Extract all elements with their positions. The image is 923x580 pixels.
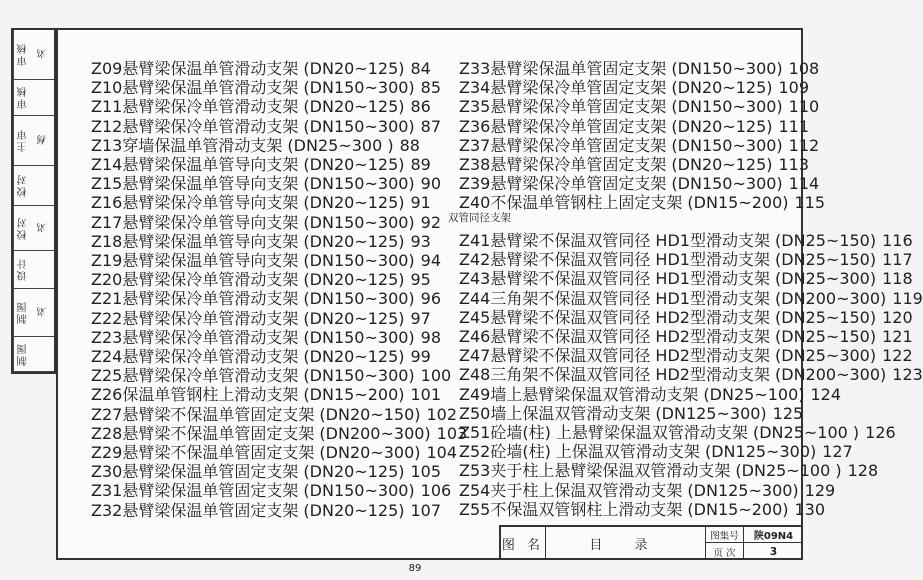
- toc-entry-title: Z51砼墙(柱) 上悬臂梁保温双管滑动支架 (DN25~100 ): [459, 423, 860, 442]
- toc-entry-title: Z18悬臂梁保温单管导向支架 (DN20~125): [91, 231, 405, 251]
- toc-entry-title: Z45悬臂梁不保温双管同径 HD2型滑动支架 (DN25~150): [459, 307, 877, 327]
- toc-entry-page: 113: [778, 155, 810, 174]
- toc-entry-page: 128: [847, 461, 879, 481]
- signature-mark: [33, 337, 54, 371]
- toc-entry-title: Z12悬臂梁保冷单管滑动支架 (DN150~300): [91, 116, 415, 136]
- signature-row: [13, 289, 54, 337]
- toc-entry-title: Z15悬臂梁保温单管导向支架 (DN150~300): [91, 174, 415, 194]
- toc-entry-title: Z43悬臂梁不保温双管同径 HD1型滑动支架 (DN25~300): [459, 269, 877, 289]
- page-order-label: 页 次: [706, 543, 744, 560]
- signature-row: [13, 80, 54, 116]
- toc-entry-page: 88: [399, 135, 420, 155]
- signature-row: [13, 30, 54, 80]
- signature-role-label: 设计: [13, 251, 33, 288]
- signature-mark: [33, 166, 54, 205]
- toc-entry-title: Z25悬臂梁保冷单管滑动支架 (DN150~300): [91, 366, 415, 386]
- toc-entry-page: 106: [420, 481, 452, 501]
- toc-entry-title: Z09悬臂梁保温单管滑动支架 (DN20~125): [91, 59, 405, 78]
- toc-entry-page: 123: [892, 365, 923, 385]
- toc-entry-page: 87: [420, 116, 442, 136]
- toc-entry-page: 129: [804, 480, 836, 500]
- toc-entry-page: 117: [882, 250, 913, 270]
- toc-entry-title: Z32悬臂梁保温单管固定支架 (DN20~125): [91, 500, 405, 520]
- toc-entry-title: Z39悬臂梁保冷单管固定支架 (DN150~300): [459, 174, 783, 194]
- signature-mark: 刘: [38, 223, 49, 233]
- content-frame: [56, 28, 923, 560]
- toc-entry-page: 99: [410, 347, 431, 366]
- signature-role-label: 校对: [13, 206, 33, 250]
- toc-entry-page: 125: [772, 403, 804, 423]
- signature-mark: [33, 80, 54, 115]
- signature-role-label: 审核: [13, 80, 33, 115]
- toc-entry-title: Z50墙上保温双管滑动支架 (DN125~300): [459, 403, 767, 423]
- toc-entry-title: Z42悬臂梁不保温双管同径 HD1型滑动支架 (DN25~150): [459, 250, 877, 270]
- signature-mark: 杨: [38, 135, 49, 146]
- toc-entry-title: Z27悬臂梁不保温单管固定支架 (DN20~150): [91, 404, 421, 424]
- toc-entry-title: Z23悬臂梁保冷单管滑动支架 (DN150~300): [91, 327, 415, 347]
- signature-row: [13, 337, 54, 372]
- toc-entry-title: Z16悬臂梁保冷单管导向支架 (DN20~125): [91, 193, 405, 213]
- toc-entry-page: 95: [410, 270, 431, 290]
- toc-entry-title: Z36悬臂梁保冷单管固定支架 (DN20~125): [459, 116, 773, 136]
- toc-entry-page: 85: [420, 78, 442, 98]
- toc-entry-page: 96: [420, 289, 442, 309]
- toc-entry-title: Z55不保温双管钢柱上滑动支架 (DN15~200): [459, 499, 789, 519]
- toc-entry-page: 98: [420, 327, 442, 347]
- signature-role-label: 主审: [13, 116, 33, 165]
- drawing-name-value: 目 录: [546, 527, 706, 560]
- toc-entry-title: Z35悬臂梁保冷单管固定支架 (DN150~300): [459, 97, 783, 117]
- toc-entry-page: 108: [788, 59, 820, 78]
- signature-role-label: 制图: [13, 337, 33, 371]
- toc-entry-title: Z41悬臂梁不保温双管同径 HD1型滑动支架 (DN25~150): [459, 231, 877, 250]
- toc-entry-title: Z47悬臂梁不保温双管同径 HD2型滑动支架 (DN25~300): [459, 346, 877, 366]
- toc-entry: [459, 497, 826, 520]
- toc-entry-page: 104: [426, 443, 458, 462]
- toc-entry-title: Z31悬臂梁保温单管固定支架 (DN150~300): [91, 481, 415, 501]
- page-order-value: 3: [769, 545, 778, 558]
- toc-entry-title: Z14悬臂梁保温单管导向支架 (DN20~125): [91, 155, 405, 174]
- toc-entry-title: Z38悬臂梁保冷单管固定支架 (DN20~125): [459, 155, 773, 174]
- toc-entry-page: 101: [410, 385, 442, 405]
- section-heading: 双管同径支架: [448, 212, 511, 224]
- toc-entry-page: 84: [410, 59, 431, 78]
- toc-entry-page: 114: [788, 174, 820, 194]
- toc-entry-page: 124: [810, 384, 842, 404]
- toc-entry-title: Z46悬臂梁不保温双管同径 HD2型滑动支架 (DN25~150): [459, 327, 877, 346]
- atlas-number-label: 图集号: [706, 527, 744, 543]
- toc-entry-page: 86: [410, 97, 431, 117]
- toc-entry-page: 130: [794, 499, 826, 519]
- toc-entry-page: 100: [420, 366, 452, 386]
- toc-entry-page: 121: [882, 327, 913, 346]
- toc-entry-title: Z13穿墙保温单管滑动支架 (DN25~300 ): [91, 135, 394, 155]
- signature-row: [13, 251, 54, 289]
- toc-entry-title: Z19悬臂梁保温单管导向支架 (DN150~300): [91, 251, 415, 270]
- toc-entry-page: 92: [420, 212, 442, 232]
- toc-entry-title: Z53夹于柱上悬臂梁保温双管滑动支架 (DN25~100 ): [459, 461, 842, 481]
- signature-mark: 刘: [38, 307, 49, 318]
- toc-entry-page: 126: [865, 423, 896, 442]
- drawing-name-label: 图 名: [501, 527, 546, 560]
- toc-entry: [91, 498, 442, 521]
- signature-role-label: 制图: [13, 289, 33, 336]
- atlas-number-value: 陕09N4: [744, 527, 803, 543]
- toc-entry-title: Z40不保温单管钢柱上固定支架 (DN15~200): [459, 193, 789, 213]
- toc-entry: [459, 190, 826, 213]
- toc-entry-page: 120: [882, 307, 913, 327]
- toc-entry-page: 90: [420, 174, 442, 194]
- toc-entry-page: 116: [882, 231, 913, 250]
- toc-entry-title: Z54夹于柱上保温双管滑动支架 (DN125~300): [459, 480, 799, 500]
- title-block: [499, 525, 803, 560]
- signature-row: [13, 206, 54, 251]
- signature-row: [13, 116, 54, 166]
- toc-entry-title: Z37悬臂梁保冷单管固定支架 (DN150~300): [459, 135, 783, 155]
- toc-entry-page: 127: [822, 442, 853, 462]
- toc-entry-title: Z11悬臂梁保冷单管滑动支架 (DN20~125): [91, 97, 405, 117]
- toc-entry-title: Z17悬臂梁保冷单管导向支架 (DN150~300): [91, 212, 415, 232]
- toc-entry-title: Z26保温单管钢柱上滑动支架 (DN15~200): [91, 385, 405, 405]
- toc-entry-title: Z52砼墙(柱) 上保温双管滑动支架 (DN125~300): [459, 442, 817, 462]
- toc-entry-page: 115: [794, 193, 826, 213]
- toc-entry-page: 102: [426, 404, 458, 424]
- toc-entry-title: Z44三角架不保温双管同径 HD1型滑动支架 (DN200~300): [459, 288, 887, 308]
- toc-entry-title: Z20悬臂梁保冷单管滑动支架 (DN20~125): [91, 270, 405, 290]
- toc-entry-title: Z24悬臂梁保冷单管滑动支架 (DN20~125): [91, 347, 405, 366]
- signature-role-label: 审核: [13, 30, 33, 79]
- signature-sidebar: [11, 28, 56, 374]
- signature-mark: 刘: [38, 49, 49, 60]
- toc-entry-page: 111: [778, 116, 810, 136]
- toc-entry-page: 103: [436, 423, 468, 443]
- toc-entry-page: 97: [410, 308, 431, 328]
- signature-role-label: 校对: [13, 166, 33, 205]
- toc-entry-page: 107: [410, 500, 442, 520]
- toc-entry-page: 93: [410, 231, 431, 251]
- toc-entry-page: 112: [788, 135, 820, 155]
- toc-entry-page: 91: [410, 193, 431, 213]
- toc-entry-page: 122: [882, 346, 913, 366]
- toc-entry-title: Z10悬臂梁保温单管滑动支架 (DN150~300): [91, 78, 415, 98]
- toc-entry-title: Z48三角架不保温双管同径 HD2型滑动支架 (DN200~300): [459, 365, 887, 385]
- toc-entry-title: Z34悬臂梁保冷单管固定支架 (DN20~125): [459, 78, 773, 98]
- toc-entry-page: 94: [420, 251, 442, 270]
- toc-entry-title: Z33悬臂梁保温单管固定支架 (DN150~300): [459, 59, 783, 78]
- toc-entry-title: Z29悬臂梁不保温单管固定支架 (DN20~300): [91, 443, 421, 462]
- signature-mark: [33, 251, 54, 288]
- toc-entry-page: 118: [882, 269, 913, 289]
- toc-entry-title: Z30悬臂梁保温单管固定支架 (DN20~125): [91, 462, 405, 482]
- signature-row: [13, 166, 54, 206]
- toc-entry-page: 110: [788, 97, 820, 117]
- toc-entry-page: 105: [410, 462, 442, 482]
- toc-entry-title: Z21悬臂梁保冷单管滑动支架 (DN150~300): [91, 289, 415, 309]
- toc-entry-page: 89: [410, 155, 431, 174]
- toc-entry-page: 109: [778, 78, 810, 98]
- toc-entry-title: Z22悬臂梁保冷单管滑动支架 (DN20~125): [91, 308, 405, 328]
- toc-entry-page: 119: [892, 288, 923, 308]
- toc-entry-title: Z49墙上悬臂梁保温双管滑动支架 (DN25~100): [459, 384, 805, 404]
- toc-entry-title: Z28悬臂梁不保温单管固定支架 (DN200~300): [91, 423, 431, 443]
- page-number: 89: [408, 563, 422, 574]
